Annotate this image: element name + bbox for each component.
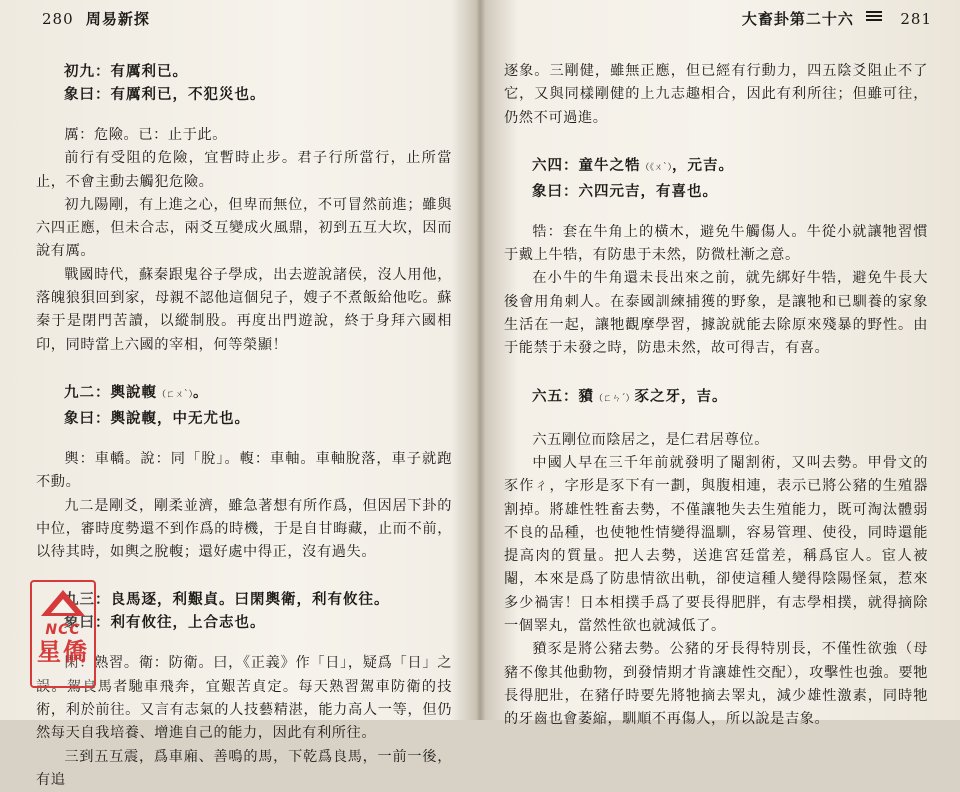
- commentary-paragraph: 豶豕是將公豬去勢。公豬的牙長得特別長，不僅性欲強（母豬不像其他動物，到發情期才肯讓雄性交配），攻擊性也強。要牠長得肥壯，在豬仔時要先將牠摘去睪丸，減少雄性激素，同時牠的牙齒也會萎縮，馴順不再傷人，所以說是吉象。: [504, 641, 928, 728]
- verse-line: 象曰：六四元吉，有喜也。: [532, 182, 718, 200]
- verse-line: 九三：良馬逐，利艱貞。曰閑輿衛，利有攸往。: [64, 591, 390, 609]
- commentary-paragraph: 厲：危險。已：止于此。: [64, 127, 228, 143]
- commentary-paragraph: 逐象。三剛健，雖無正應，但已經有行動力，四五陰爻阻止不了它，又與同樣剛健的上九志趣相合，因此有利所往；但雖可往，仍然不可過進。: [504, 63, 928, 126]
- phonetic-annotation: （ㄈㄨˋ）: [157, 389, 194, 400]
- phonetic-annotation: （《ㄨˋ）: [640, 162, 673, 173]
- left-running-head: [36, 8, 150, 29]
- left-text-block: [36, 60, 452, 792]
- stamp-name: 星僑: [37, 637, 89, 666]
- phonetic-annotation: （ㄈㄣˊ）: [594, 393, 635, 404]
- verse-line-text: 六四：童牛之牿: [532, 156, 641, 174]
- commentary-paragraph: 輿：車轎。說：同「脫」。輹：車軸。車軸脫落，車子就跑不動。: [36, 450, 452, 491]
- right-page: [482, 0, 960, 728]
- left-running-title: 周易新探: [85, 10, 150, 28]
- commentary-paragraph: 牿：套在牛角上的橫木，避免牛觸傷人。牛從小就讓牠習慣于戴上牛牿，有防患于未然，防微杜漸之意。: [504, 223, 928, 264]
- right-running-title: 大畜卦第二十六: [741, 10, 854, 28]
- right-running-head: [742, 8, 938, 29]
- verse-line: 象曰：輿說輹，中无尤也。: [64, 409, 250, 427]
- right-text-block: [504, 60, 928, 732]
- hexagram-icon: [866, 11, 882, 25]
- verse-line: [504, 385, 928, 411]
- stamp-abbreviation: NCC: [45, 622, 81, 638]
- left-page: [0, 0, 478, 788]
- verse-line: 象曰：利有攸往，上合志也。: [64, 614, 266, 632]
- commentary-paragraph: 九二是剛爻，剛柔並濟，雖急著想有所作爲，但因居下卦的中位，審時度勢還不到作爲的時機，于是自甘晦藏，止而不前，以待其時，如輿之脫輹；還好處中得正，沒有過失。: [36, 497, 452, 561]
- commentary-paragraph: 在小牛的牛角還未長出來之前，就先綁好牛牿，避免牛長大後會用角刺人。在泰國訓練捕獲的野象，是讓牠和已馴養的家象生活在一起，讓牠觀摩學習，據說就能去除原來殘暴的野性。由于能禁于未發之時，防患未然，故可得吉，有喜。: [504, 270, 928, 357]
- commentary-paragraph: 三到五互震，爲車廂、善鳴的馬，下乾爲良馬，一前一後，有追: [36, 748, 452, 788]
- commentary-paragraph: 閑：熟習。衛：防衛。曰，《正義》作「日」，疑爲「日」之誤。駕良馬者馳車飛奔，宜艱苦貞定。每天熟習駕車防衛的技術，利於前往。又言有志氣的人技藝精湛，能力高人一等，但仍然每天自我培養、增進自己的能力，因此有利所往。: [36, 655, 452, 742]
- verse-line-text: 六五：豶: [532, 387, 594, 405]
- verse-line: 象曰：有厲利已，不犯災也。: [64, 86, 266, 103]
- verse-line: [36, 381, 452, 407]
- commentary-paragraph: 中國人早在三千年前就發明了閹割術，又叫去勢。甲骨文的豕作ㄔ，字形是豕下有一劃，與腹相連，表示已將公豬的生殖器割掉。將雄性牲畜去勢，不僅讓牠失去生殖能力，既可淘汰體弱不良的品種，也使牠性情變得溫馴，容易管理、使役，同時還能提高肉的質量。把人去勢，送進宮廷當差，稱爲宦人。宦人被閹，本來是爲了防患情欲出軌，卻使這種人變得陰陽怪氣，惹來多少禍害！日本相撲手爲了要長得肥胖，有志學相撲，就得摘除一個睪丸，當然性欲也就減低了。: [504, 454, 928, 635]
- commentary-paragraph: 初九陽剛，有上進之心，但卑而無位，不可冒然前進；雖與六四正應，但未合志，兩爻互變成火風鼎，初到五互大坎，因而說有厲。: [36, 196, 452, 260]
- left-page-number: 280: [42, 10, 74, 28]
- commentary-paragraph: 六五剛位而陰居之，是仁君居尊位。: [532, 431, 769, 448]
- verse-line-end: 。: [193, 383, 209, 401]
- verse-line: 初九：有厲利已。: [64, 63, 188, 80]
- verse-line-end: 豕之牙，吉。: [634, 387, 728, 405]
- verse-line-end: ，元吉。: [672, 156, 735, 174]
- right-page-number: 281: [900, 10, 932, 28]
- library-stamp-logo: [30, 580, 96, 688]
- commentary-paragraph: 戰國時代，蘇秦跟鬼谷子學成，出去遊說諸侯，沒人用他，落魄狼狽回到家，母親不認他這個兒子，嫂子不煮飯給他吃。蘇秦于是閉門苦讀，以縱制股。再度出門遊說，終于身拜六國相印，同時當上六國的宰相，何等榮顯！: [36, 266, 452, 353]
- arrow-up-icon: [41, 590, 85, 616]
- verse-line-text: 九二：輿說輹: [64, 383, 157, 401]
- verse-line: [504, 154, 928, 180]
- commentary-paragraph: 前行有受阻的危險，宜暫時止步。君子行所當行，止所當止，不會主動去觸犯危險。: [36, 150, 452, 190]
